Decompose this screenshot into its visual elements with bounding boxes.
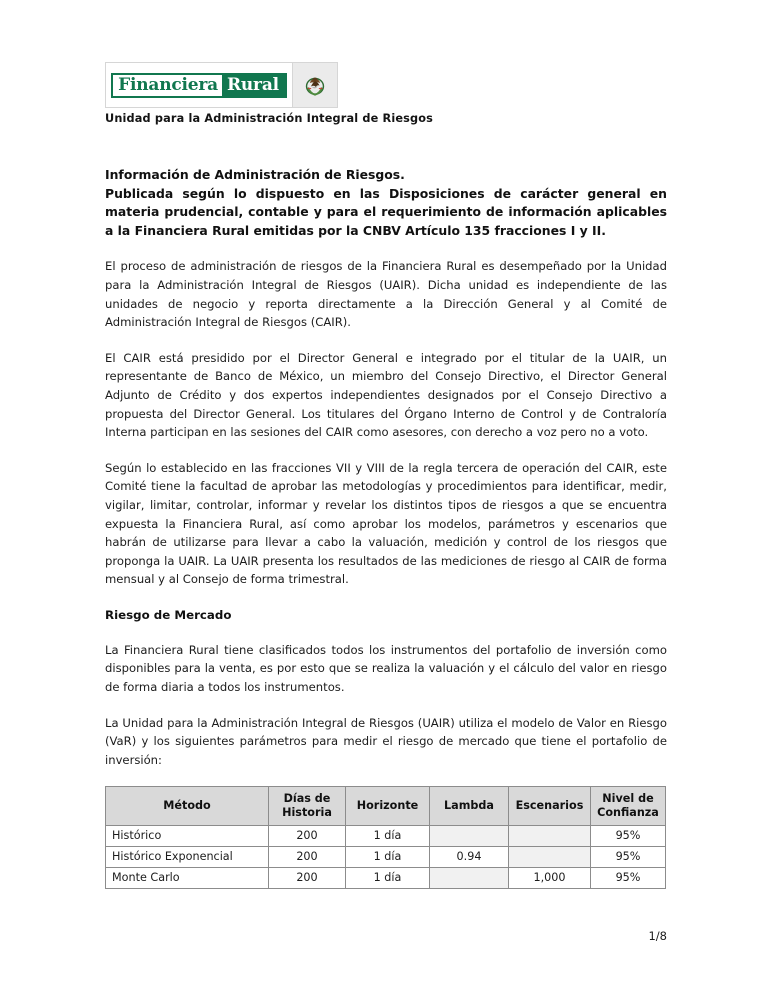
paragraph-cair-composition: El CAIR está presidido por el Director General e integrado por el titular de la UAIR, un representante de Banco de México, un miembro del Consejo Directivo, el Director General Adjunto de Crédito y dos expertos independientes designados por el Consejo Directivo a propuesta del Director General. Los titulares del Órgano Interno de Control y de Contraloría Interna participan en las sesiones del CAIR como asesores, con derecho a voz pero no a voto. [105, 350, 667, 440]
document-title [105, 166, 667, 240]
document-body [105, 166, 667, 889]
column-header-horizonte: Horizonte [346, 787, 430, 826]
column-header-nivel-de-confianza: Nivel de Confianza [591, 787, 666, 826]
cell-horizonte: 1 día [346, 847, 430, 868]
table-row [106, 826, 666, 847]
table-row [106, 847, 666, 868]
cell-metodo: Histórico Exponencial [106, 847, 269, 868]
logo-wordmark [106, 63, 292, 107]
table-row [106, 868, 666, 889]
logo-word-rural: Rural [222, 75, 285, 96]
cell-escenarios [509, 826, 591, 847]
unit-header-title: Unidad para la Administración Integral de Riesgos [105, 112, 434, 125]
cell-metodo: Histórico [106, 826, 269, 847]
cell-nivel: 95% [591, 847, 666, 868]
mexican-coat-of-arms-emblem [302, 72, 328, 98]
document-title-line-1: Información de Administración de Riesgos. [105, 167, 405, 182]
cell-escenarios [509, 847, 591, 868]
cell-lambda: 0.94 [430, 847, 509, 868]
financiera-rural-logo [105, 62, 338, 108]
column-header-dias-de-historia: Días de Historia [269, 787, 346, 826]
column-header-metodo: Método [106, 787, 269, 826]
paragraph-var-model: La Unidad para la Administración Integral de Riesgos (UAIR) utiliza el modelo de Valor en Riesgo (VaR) y los siguientes parámetros para medir el riesgo de mercado que tiene el portafolio de inversión: [105, 715, 667, 767]
cell-metodo: Monte Carlo [106, 868, 269, 889]
cell-lambda [430, 826, 509, 847]
cell-escenarios: 1,000 [509, 868, 591, 889]
paragraph-uair-process: El proceso de administración de riesgos de la Financiera Rural es desempeñado por la Unidad para la Administración Integral de Riesgos (UAIR). Dicha unidad es independiente de las unidades de negocio y reporta directamente a la Dirección General y al Comité de Administración Integral de Riesgos (CAIR). [105, 259, 667, 330]
column-header-lambda: Lambda [430, 787, 509, 826]
table-header-row [106, 787, 666, 826]
cell-horizonte: 1 día [346, 826, 430, 847]
logo-word-financiera: Financiera [113, 75, 222, 96]
cell-dias: 200 [269, 826, 346, 847]
section-heading-riesgo-de-mercado: Riesgo de Mercado [105, 607, 232, 622]
cell-horizonte: 1 día [346, 868, 430, 889]
cell-nivel: 95% [591, 868, 666, 889]
logo-badge [111, 73, 287, 98]
document-title-line-2: Publicada según lo dispuesto en las Disposiciones de carácter general en materia prudencial, contable y para el requerimiento de información aplicables a la Financiera Rural emitidas por la CNBV Artículo 135 fracciones I y II. [105, 185, 667, 238]
paragraph-cair-faculties: Según lo establecido en las fracciones VII y VIII de la regla tercera de operación del CAIR, este Comité tiene la facultad de aprobar las metodologías y procedimientos para identificar, medir, vigilar, limitar, controlar, informar y revelar los distintos tipos de riesgos a que se encuentra expuesta la Financiera Rural, así como aprobar los modelos, parámetros y escenarios que habrán de utilizarse para llevar a cabo la valuación, medición y control de los riesgos que proponga la UAIR. La UAIR presenta los resultados de las mediciones de riesgo al CAIR de forma mensual y al Consejo de forma trimestral. [105, 460, 667, 587]
emblem-container [292, 63, 337, 107]
column-header-escenarios: Escenarios [509, 787, 591, 826]
var-parameters-table [105, 786, 666, 889]
page-number: 1/8 [648, 929, 667, 943]
cell-dias: 200 [269, 847, 346, 868]
cell-lambda [430, 868, 509, 889]
cell-dias: 200 [269, 868, 346, 889]
cell-nivel: 95% [591, 826, 666, 847]
paragraph-market-classification: La Financiera Rural tiene clasificados todos los instrumentos del portafolio de inversión como disponibles para la venta, es por esto que se realiza la valuación y el cálculo del valor en riesgo de forma diaria a todos los instrumentos. [105, 642, 667, 695]
